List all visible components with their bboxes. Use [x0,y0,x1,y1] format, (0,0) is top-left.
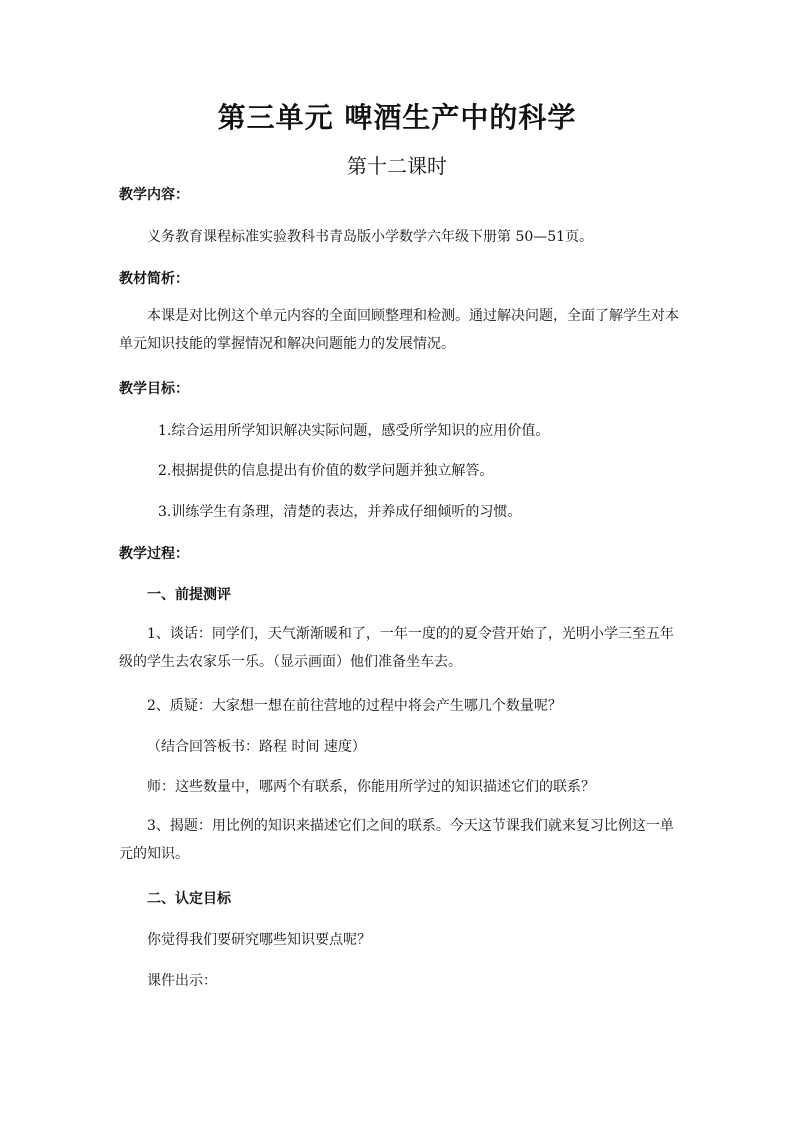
content-heading: 教学内容： [119,187,189,203]
page-subtitle: 第十二课时 [347,154,447,178]
goal-item-1: 1.综合运用所学知识解决实际问题，感受所学知识的应用价值。 [158,423,550,439]
goals-heading: 教学目标： [119,381,189,397]
part2-paragraph-1: 你觉得我们要研究哪些知识要点呢？ [147,932,371,948]
part1-paragraph-2: 2、质疑：大家想一想在前往营地的过程中将会产生哪几个数量呢？ [147,698,562,714]
part2-paragraph-2: 课件出示： [147,973,217,989]
analysis-text: 本课是对比例这个单元内容的全面回顾整理和检测。通过解决问题，全面了解学生对本单元知识技能的掌握情况和解决问题能力的发展情况。 [119,308,679,352]
part2-heading: 二、认定目标 [147,891,231,907]
part1-paragraph-1: 1、谈话：同学们，天气渐渐暖和了，一年一度的的夏令营开始了，光明小学三至五年级的学生去农家乐一乐。（显示画面）他们准备坐车去。 [119,626,674,670]
content-text: 义务教育课程标准实验教科书青岛版小学数学六年级下册第 50—51页。 [147,229,594,245]
process-heading: 教学过程： [119,546,189,562]
part1-paragraph-5: 3、揭题：用比例的知识来描述它们之间的联系。今天这节课我们就来复习比例这一单元的知识。 [119,818,674,862]
analysis-heading: 教材简析： [119,271,189,287]
goal-item-3: 3.训练学生有条理，清楚的表达，并养成仔细倾听的习惯。 [158,504,522,520]
part1-heading: 一、前提测评 [147,587,231,603]
part1-paragraph-4: 师：这些数量中，哪两个有联系，你能用所学过的知识描述它们的联系？ [147,779,595,795]
page-title: 第三单元 啤酒生产中的科学 [217,101,577,134]
goal-item-2: 2.根据提供的信息提出有价值的数学问题并独立解答。 [158,463,494,479]
part1-paragraph-3: （结合回答板书：路程 时间 速度） [147,739,366,755]
